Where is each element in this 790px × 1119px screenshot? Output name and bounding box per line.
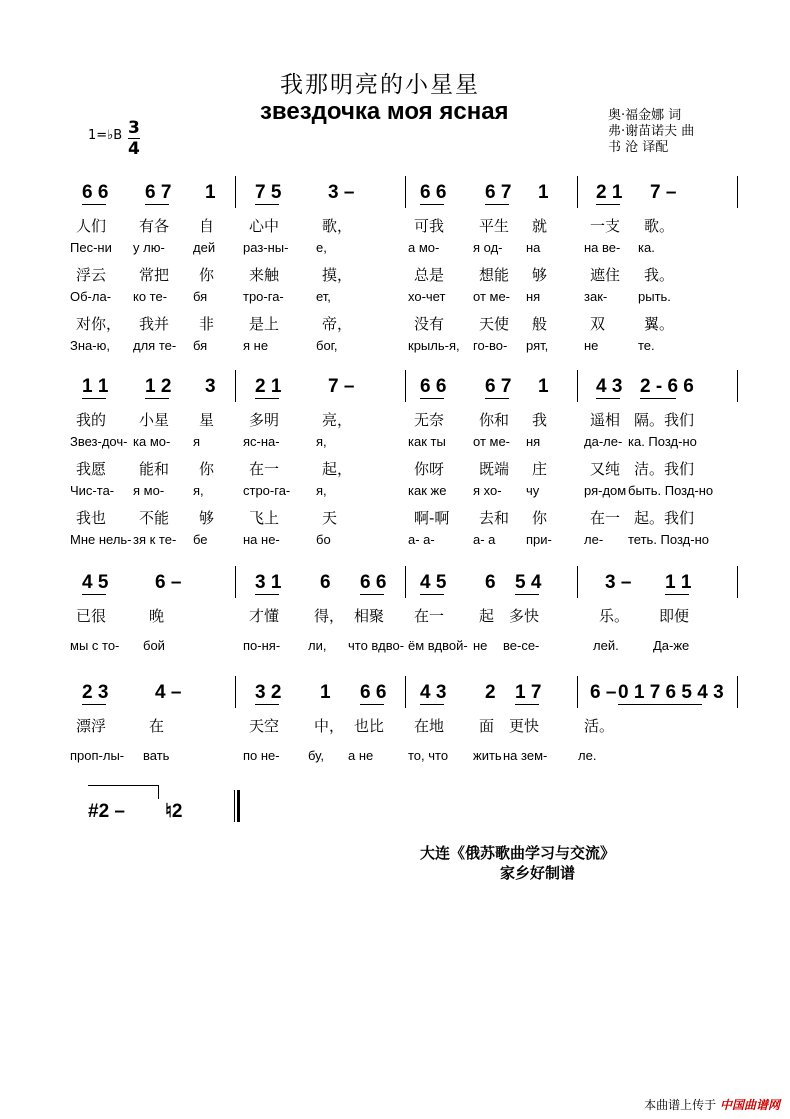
lyric-ru: да-ле- bbox=[584, 433, 623, 449]
footer-transcriber: 家乡好制谱 bbox=[500, 864, 576, 882]
song-title-russian: звездочка моя ясная bbox=[260, 98, 509, 125]
lyric-zh: 天 bbox=[322, 509, 338, 527]
beam-line bbox=[82, 398, 106, 399]
key-signature: 1=♭B bbox=[88, 128, 123, 143]
lyric-zh: 啊-啊 bbox=[414, 509, 450, 527]
lyric-zh: 够 bbox=[199, 509, 215, 527]
lyric-zh: 一支 bbox=[590, 217, 621, 235]
note-group: 6 6 bbox=[360, 572, 387, 593]
beam-line bbox=[82, 594, 106, 595]
lyric-zh: 双 bbox=[590, 315, 606, 333]
lyric-ru: бог, bbox=[316, 337, 338, 353]
lyric-zh: 人们 bbox=[76, 217, 107, 235]
lyric-ru: стро-га- bbox=[243, 482, 291, 498]
lyric-ru: зак- bbox=[584, 288, 608, 304]
volta-line bbox=[158, 785, 159, 799]
lyric-zh: 般 bbox=[532, 315, 548, 333]
note-group: 6 6 bbox=[360, 682, 387, 703]
lyric-ru: ко те- bbox=[133, 288, 168, 304]
lyric-zh: 也比 bbox=[354, 717, 385, 735]
lyric-zh: 在 bbox=[149, 717, 165, 735]
lyric-ru: дей bbox=[193, 239, 216, 255]
lyric-ru: я, bbox=[316, 433, 327, 449]
lyric-ru: ка. Позд-но bbox=[628, 433, 697, 449]
note-group: 6 6 bbox=[420, 182, 447, 203]
lyric-ru: ве-се- bbox=[503, 637, 540, 653]
lyric-ru: ём вдвой- bbox=[408, 637, 468, 653]
lyric-ru: Об-ла- bbox=[70, 288, 112, 304]
lyric-ru: для те- bbox=[133, 337, 177, 353]
lyric-zh: 起， bbox=[322, 460, 353, 478]
lyric-zh: 你呀 bbox=[414, 460, 445, 478]
source-text: 本曲谱上传于 bbox=[644, 1098, 717, 1112]
beam-line bbox=[515, 704, 539, 705]
beam-line bbox=[82, 204, 106, 205]
note-group: 6 6 bbox=[420, 376, 447, 397]
beam-line bbox=[82, 704, 106, 705]
lyric-ru: то, что bbox=[408, 747, 449, 763]
note-group: 1 7 bbox=[515, 682, 542, 703]
lyric-ru: го-во- bbox=[473, 337, 508, 353]
lyric-zh: 够 bbox=[532, 266, 548, 284]
note-group: 5 4 bbox=[515, 572, 542, 593]
note-group: 2 1 bbox=[255, 376, 282, 397]
note-group: 3 2 bbox=[255, 682, 282, 703]
beam-line bbox=[485, 204, 509, 205]
lyric-zh: 我愿 bbox=[76, 460, 107, 478]
barline bbox=[737, 566, 738, 598]
lyric-ru: ря-дом bbox=[584, 482, 627, 498]
beam-line bbox=[515, 594, 539, 595]
lyric-zh: 中， bbox=[314, 717, 345, 735]
lyric-zh: 歌， bbox=[322, 217, 353, 235]
note-group: 6 6 bbox=[82, 182, 109, 203]
footer-source: 大连《俄苏歌曲学习与交流》 bbox=[420, 844, 616, 862]
lyric-ru: раз-ны- bbox=[243, 239, 289, 255]
lyric-zh: 隔。我们 bbox=[634, 411, 695, 429]
lyric-ru: не bbox=[473, 637, 488, 653]
song-title-chinese: 我那明亮的小星星 bbox=[280, 72, 480, 98]
lyric-ru: бой bbox=[143, 637, 165, 653]
note-group: 0 1 7 6 5 4 3 bbox=[618, 682, 724, 703]
lyric-zh: 晚 bbox=[149, 607, 165, 625]
lyric-zh: 无奈 bbox=[414, 411, 445, 429]
lyric-ru: я, bbox=[193, 482, 204, 498]
note-group: 3 – bbox=[328, 182, 355, 203]
lyric-zh: 飞上 bbox=[249, 509, 280, 527]
final-barline bbox=[237, 790, 240, 822]
lyric-ru: не bbox=[584, 337, 599, 353]
note-group: 4 5 bbox=[82, 572, 109, 593]
lyric-zh: 在一 bbox=[414, 607, 445, 625]
beam-line bbox=[255, 704, 279, 705]
lyric-ru: ле- bbox=[584, 531, 604, 547]
lyric-ru: я од- bbox=[473, 239, 503, 255]
barline bbox=[737, 370, 738, 402]
lyric-ru: по не- bbox=[243, 747, 280, 763]
lyric-ru: как же bbox=[408, 482, 447, 498]
lyric-zh: 庄 bbox=[532, 460, 548, 478]
lyric-zh: 天使 bbox=[479, 315, 510, 333]
final-barline bbox=[234, 790, 235, 822]
beam-line bbox=[665, 594, 689, 595]
lyric-ru: от ме- bbox=[473, 433, 511, 449]
note-group: 2 - 6 6 bbox=[640, 376, 694, 397]
beam-line bbox=[420, 204, 444, 205]
beam-line bbox=[255, 204, 279, 205]
lyric-ru: как ты bbox=[408, 433, 446, 449]
lyric-zh: 可我 bbox=[414, 217, 445, 235]
lyric-zh: 起 bbox=[479, 607, 495, 625]
beam-line bbox=[618, 704, 702, 705]
note-group: 6 7 bbox=[485, 376, 512, 397]
volta-line bbox=[88, 785, 158, 786]
time-signature bbox=[128, 118, 140, 159]
note-group: 3 bbox=[205, 376, 216, 397]
lyric-zh: 在一 bbox=[590, 509, 621, 527]
barline bbox=[235, 566, 236, 598]
lyric-ru: от ме- bbox=[473, 288, 511, 304]
lyric-zh: 多快 bbox=[509, 607, 540, 625]
lyric-ru: Пес-ни bbox=[70, 239, 112, 255]
lyric-zh: 又纯 bbox=[590, 460, 621, 478]
lyric-ru: тро-га- bbox=[243, 288, 284, 304]
lyric-zh: 非 bbox=[199, 315, 215, 333]
lyric-zh: 想能 bbox=[479, 266, 510, 284]
coda-note: ♮2 bbox=[165, 801, 183, 822]
note-group: 1 2 bbox=[145, 376, 172, 397]
note-group: 3 – bbox=[605, 572, 632, 593]
note-group: 2 1 bbox=[596, 182, 623, 203]
lyric-zh: 遥相 bbox=[590, 411, 621, 429]
lyric-zh: 总是 bbox=[414, 266, 445, 284]
lyric-zh: 歌。 bbox=[644, 217, 675, 235]
lyric-ru: на bbox=[526, 239, 541, 255]
beam-line bbox=[360, 704, 384, 705]
lyric-zh: 乐。 bbox=[599, 607, 630, 625]
lyric-zh: 小星 bbox=[139, 411, 170, 429]
beam-line bbox=[420, 398, 444, 399]
lyric-ru: ли, bbox=[308, 637, 327, 653]
lyric-ru: у лю- bbox=[133, 239, 165, 255]
note-group: 3 1 bbox=[255, 572, 282, 593]
lyric-ru: теть. Позд-но bbox=[628, 531, 709, 547]
barline bbox=[405, 566, 406, 598]
lyric-zh: 已很 bbox=[76, 607, 107, 625]
note-group: 7 – bbox=[650, 182, 677, 203]
lyric-zh: 浮云 bbox=[76, 266, 107, 284]
lyric-ru: те. bbox=[638, 337, 655, 353]
lyric-zh: 有各 bbox=[139, 217, 170, 235]
time-signature-numerator: 3 bbox=[128, 118, 140, 138]
lyric-ru: бя bbox=[193, 337, 208, 353]
note-group: 1 bbox=[538, 376, 549, 397]
barline bbox=[577, 176, 578, 208]
barline bbox=[405, 676, 406, 708]
lyric-ru: яс-на- bbox=[243, 433, 280, 449]
lyric-zh: 去和 bbox=[479, 509, 510, 527]
barline bbox=[235, 176, 236, 208]
lyric-zh: 才懂 bbox=[249, 607, 280, 625]
lyric-ru: по-ня- bbox=[243, 637, 281, 653]
beam-line bbox=[596, 398, 620, 399]
note-group: 7 – bbox=[328, 376, 355, 397]
lyric-zh: 你 bbox=[532, 509, 548, 527]
lyric-ru: Чис-та- bbox=[70, 482, 115, 498]
lyric-zh: 是上 bbox=[249, 315, 280, 333]
lyric-zh: 更快 bbox=[509, 717, 540, 735]
lyric-ru: на не- bbox=[243, 531, 280, 547]
coda bbox=[88, 800, 182, 823]
note-group: 4 3 bbox=[420, 682, 447, 703]
lyric-ru: при- bbox=[526, 531, 552, 547]
note-group: 4 – bbox=[155, 682, 182, 703]
lyric-zh: 面 bbox=[479, 717, 495, 735]
barline bbox=[405, 176, 406, 208]
lyric-zh: 心中 bbox=[249, 217, 280, 235]
beam-line bbox=[360, 594, 384, 595]
lyric-ru: а- а bbox=[473, 531, 496, 547]
lyric-zh: 摸， bbox=[322, 266, 353, 284]
barline bbox=[235, 370, 236, 402]
note-group: 1 1 bbox=[82, 376, 109, 397]
lyric-zh: 我也 bbox=[76, 509, 107, 527]
lyric-ru: бя bbox=[193, 288, 208, 304]
lyric-ru: Мне нель- bbox=[70, 531, 132, 547]
lyric-zh: 你 bbox=[199, 266, 215, 284]
beam-line bbox=[145, 398, 169, 399]
source-watermark bbox=[644, 1096, 780, 1113]
lyric-ru: ет, bbox=[316, 288, 331, 304]
lyric-zh: 漂浮 bbox=[76, 717, 107, 735]
lyric-ru: я хо- bbox=[473, 482, 502, 498]
lyric-zh: 我并 bbox=[139, 315, 170, 333]
lyric-zh: 既端 bbox=[479, 460, 510, 478]
lyric-zh: 多明 bbox=[249, 411, 280, 429]
beam-line bbox=[640, 398, 676, 399]
lyric-zh: 你 bbox=[199, 460, 215, 478]
beam-line bbox=[420, 594, 444, 595]
barline bbox=[235, 676, 236, 708]
lyric-ru: ка. bbox=[638, 239, 655, 255]
lyricist-credit: 奥·福金娜 词 bbox=[608, 108, 682, 123]
note-group: 7 5 bbox=[255, 182, 282, 203]
lyric-zh: 遮住 bbox=[590, 266, 621, 284]
lyric-zh: 在地 bbox=[414, 717, 445, 735]
lyric-zh: 帝， bbox=[322, 315, 353, 333]
barline bbox=[577, 566, 578, 598]
coda-note: #2 – bbox=[88, 801, 125, 822]
beam-line bbox=[485, 398, 509, 399]
barline bbox=[737, 676, 738, 708]
lyric-zh: 就 bbox=[532, 217, 548, 235]
lyric-ru: проп-лы- bbox=[70, 747, 125, 763]
beam-line bbox=[596, 204, 620, 205]
note-group: 2 bbox=[485, 682, 496, 703]
note-group: 6 – bbox=[155, 572, 182, 593]
lyric-ru: хо-чет bbox=[408, 288, 446, 304]
lyric-zh: 起。我们 bbox=[634, 509, 695, 527]
note-group: 1 bbox=[320, 682, 331, 703]
lyric-ru: ка мо- bbox=[133, 433, 171, 449]
lyric-zh: 天空 bbox=[249, 717, 280, 735]
lyric-zh: 我。 bbox=[644, 266, 675, 284]
lyric-zh: 得， bbox=[314, 607, 345, 625]
note-group: 2 3 bbox=[82, 682, 109, 703]
lyric-ru: бо bbox=[316, 531, 331, 547]
lyric-ru: мы с то- bbox=[70, 637, 120, 653]
lyric-zh: 亮， bbox=[322, 411, 353, 429]
barline bbox=[737, 176, 738, 208]
note-group: 6 7 bbox=[485, 182, 512, 203]
lyric-ru: Да-же bbox=[653, 637, 690, 653]
lyric-zh: 能和 bbox=[139, 460, 170, 478]
lyric-ru: бе bbox=[193, 531, 208, 547]
lyric-ru: Звез-доч- bbox=[70, 433, 128, 449]
lyric-zh: 星 bbox=[199, 411, 215, 429]
barline bbox=[577, 676, 578, 708]
lyric-ru: крыль-я, bbox=[408, 337, 460, 353]
lyric-zh: 自 bbox=[199, 217, 215, 235]
barline bbox=[577, 370, 578, 402]
lyric-zh: 相聚 bbox=[354, 607, 385, 625]
lyric-ru: ня bbox=[526, 288, 541, 304]
lyric-ru: зя к те- bbox=[133, 531, 177, 547]
lyric-ru: а- а- bbox=[408, 531, 435, 547]
lyric-zh: 没有 bbox=[414, 315, 445, 333]
beam-line bbox=[255, 398, 279, 399]
lyric-zh: 你和 bbox=[479, 411, 510, 429]
lyric-ru: бу, bbox=[308, 747, 324, 763]
lyric-ru: жить bbox=[473, 747, 502, 763]
lyric-ru: что вдво- bbox=[348, 637, 405, 653]
lyric-ru: я, bbox=[316, 482, 327, 498]
lyric-zh: 洁。我们 bbox=[634, 460, 695, 478]
lyric-zh: 活。 bbox=[584, 717, 615, 735]
lyric-ru: рят, bbox=[526, 337, 549, 353]
note-group: 1 bbox=[538, 182, 549, 203]
lyric-ru: Зна-ю, bbox=[70, 337, 110, 353]
lyric-zh: 在一 bbox=[249, 460, 280, 478]
lyric-ru: чу bbox=[526, 482, 540, 498]
source-site: 中国曲谱网 bbox=[719, 1098, 780, 1112]
lyric-zh: 常把 bbox=[139, 266, 170, 284]
lyric-ru: ня bbox=[526, 433, 541, 449]
lyric-zh: 平生 bbox=[479, 217, 510, 235]
note-group: 1 1 bbox=[665, 572, 692, 593]
lyric-ru: лей. bbox=[593, 637, 619, 653]
note-group: 6 7 bbox=[145, 182, 172, 203]
time-signature-denominator: 4 bbox=[128, 139, 140, 159]
beam-line bbox=[145, 204, 169, 205]
lyric-ru: ле. bbox=[578, 747, 597, 763]
lyric-ru: я мо- bbox=[133, 482, 165, 498]
note-group: 1 bbox=[205, 182, 216, 203]
lyric-zh: 即便 bbox=[659, 607, 690, 625]
lyric-ru: рыть. bbox=[638, 288, 671, 304]
lyric-zh: 不能 bbox=[139, 509, 170, 527]
lyric-ru: на зем- bbox=[503, 747, 548, 763]
translator-credit: 书 沧 译配 bbox=[608, 140, 669, 155]
lyric-zh: 我的 bbox=[76, 411, 107, 429]
lyric-ru: е, bbox=[316, 239, 327, 255]
credits bbox=[608, 108, 694, 156]
lyric-zh: 来触 bbox=[249, 266, 280, 284]
note-group: 4 3 bbox=[596, 376, 623, 397]
lyric-ru: а не bbox=[348, 747, 374, 763]
beam-line bbox=[420, 704, 444, 705]
note-group: 6 bbox=[320, 572, 331, 593]
lyric-ru: на ве- bbox=[584, 239, 621, 255]
note-group: 6 – bbox=[590, 682, 617, 703]
beam-line bbox=[255, 594, 279, 595]
lyric-zh: 对你， bbox=[76, 315, 122, 333]
lyric-ru: быть. Позд-но bbox=[628, 482, 714, 498]
lyric-zh: 翼。 bbox=[644, 315, 675, 333]
lyric-ru: вать bbox=[143, 747, 170, 763]
composer-credit: 弗·谢苗诺夫 曲 bbox=[608, 124, 695, 139]
lyric-ru: я bbox=[193, 433, 201, 449]
lyric-ru: а мо- bbox=[408, 239, 440, 255]
note-group: 6 bbox=[485, 572, 496, 593]
lyric-ru: я не bbox=[243, 337, 269, 353]
lyric-zh: 我 bbox=[532, 411, 548, 429]
note-group: 4 5 bbox=[420, 572, 447, 593]
barline bbox=[405, 370, 406, 402]
